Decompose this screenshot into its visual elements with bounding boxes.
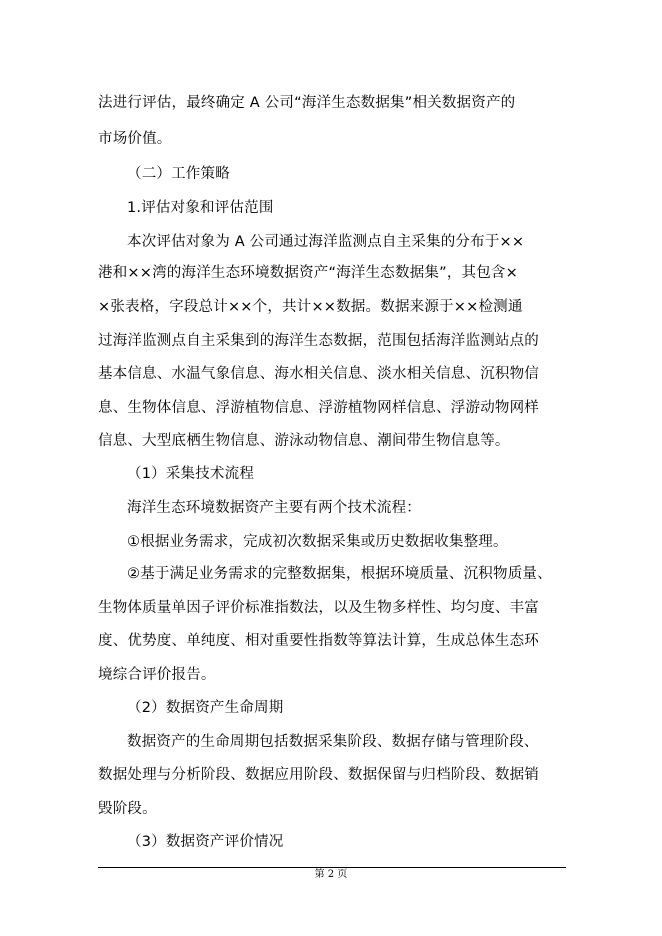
item-heading-2: （2）数据资产生命周期 <box>127 699 284 716</box>
body-line-20: 数据资产的生命周期包括数据采集阶段、数据存储与管理阶段、 <box>127 733 539 750</box>
body-line-11: 信息、大型底栖生物信息、游泳动物信息、潮间带生物信息等。 <box>98 432 510 449</box>
body-line-5: 本次评估对象为 A 公司通过海洋监测点自主采集的分布于×× <box>127 233 525 250</box>
body-line-7: ×张表格，字段总计××个，共计××数据。数据来源于××检测通 <box>98 298 523 315</box>
body-line-16: 生物体质量单因子评价标准指数法，以及生物多样性、均匀度、丰富 <box>98 599 539 616</box>
body-line-15: ②基于满足业务需求的完整数据集，根据环境质量、沉积物质量、 <box>127 565 552 582</box>
item-heading-1: （1）采集技术流程 <box>127 465 255 482</box>
body-line-6: 港和××湾的海洋生态环境数据资产“海洋生态数据集”，其包含× <box>98 264 518 281</box>
body-line-17: 度、优势度、单纯度、相对重要性指数等算法计算，生成总体生态环 <box>98 632 539 649</box>
page-number: 第 2 页 <box>314 869 348 880</box>
body-line-9: 基本信息、水温气象信息、海水相关信息、淡水相关信息、沉积物信 <box>98 365 539 382</box>
body-line-18: 境综合评价报告。 <box>98 666 216 683</box>
body-line-22: 毁阶段。 <box>98 800 157 817</box>
subsection-heading: 1.评估对象和评估范围 <box>127 199 274 216</box>
body-line-14: ①根据业务需求，完成初次数据采集或历史数据收集整理。 <box>127 533 508 550</box>
body-line-13: 海洋生态环境数据资产主要有两个技术流程： <box>127 499 421 516</box>
body-line-2: 市场价值。 <box>98 130 172 147</box>
body-line-21: 数据处理与分析阶段、数据应用阶段、数据保留与归档阶段、数据销 <box>98 766 539 783</box>
body-line-1: 法进行评估，最终确定 A 公司“海洋生态数据集”相关数据资产的 <box>98 94 516 111</box>
section-heading: （二）工作策略 <box>127 165 230 182</box>
body-line-8: 过海洋监测点自主采集到的海洋生态数据，范围包括海洋监测站点的 <box>98 332 539 349</box>
body-line-10: 息、生物体信息、浮游植物信息、浮游植物网样信息、浮游动物网样 <box>98 399 539 416</box>
item-heading-3: （3）数据资产评价情况 <box>127 833 284 850</box>
